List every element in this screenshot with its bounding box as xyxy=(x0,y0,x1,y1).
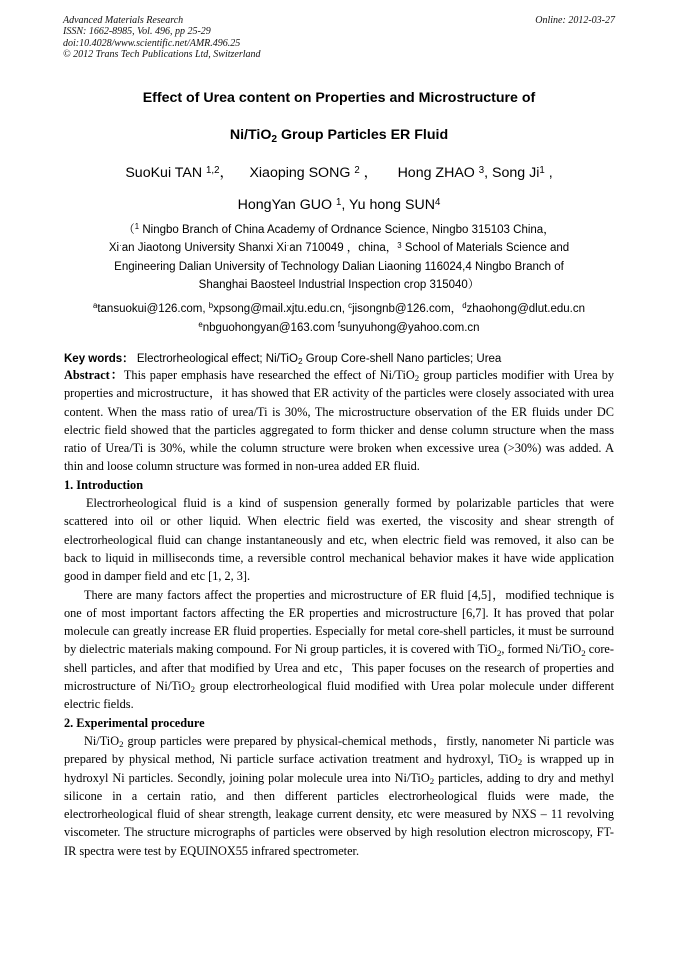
author: Hong ZHAO xyxy=(397,165,479,181)
section-heading-introduction: 1. Introduction xyxy=(64,477,144,492)
paragraph: Ni/TiO$_2$ group particles were prepared by physical-chemical methods，firstly, nanometer Ni particle was prepared by physical method, Ni particle surface activation treatment and hydroxyl, TiO$_2$ is wrapped up in hydroxyl Ni particles. Secondly, joining polar molecule urea into Ni/TiO$_2$ particles, adding to dry and methyl silicone in a certain ratio, and then different particles electrorheological fluids were made, the electrorheological fluid of shear strength, leakage current density, etc were measured by NXS – 11 revolving viscometer. The structure micrographs of particles were observed by high resolution electron microscopy, FT-IR spectra were test by EQUINOX55 infrared spectrometer. xyxy=(64,733,614,858)
author-emails: $^a$tansuokui@126.com, $^b$xpsong@mail.xjtu.edu.cn, $^c$jisongnb@126.com，$^d$zhaohong@dlut.edu.cn $^e$nbguohongyan@163.com $^f$sunyuhong@yahoo.com.cn xyxy=(92,301,586,334)
abstract-label: Abstract： xyxy=(64,368,124,382)
paragraph: Electrorheological fluid is a kind of suspension generally formed by polarizable particles that were scattered into oil or other liquid. When electric field was exerted, the viscosity and shear strength of electrorheological fluid can change instantaneously and etc, when electric field was removed, it also can be back to liquid in milliseconds time, a reversible control mechanical behavior makes it have wide application good in damper field and etc [1, 2, 3]. xyxy=(64,496,614,584)
page-header xyxy=(63,15,615,60)
doi: doi:10.4028/www.scientific.net/AMR.496.25 xyxy=(63,37,241,49)
affiliations: （$^1$ Ningbo Branch of China Academy of Ordnance Science, Ningbo 315103 China， Xi·an Jiaotong University Shanxi Xi·an 710049 ，china，$^3$ School of Materials Science and Engineering Dalian University of Technology Dalian Liaoning 116024,4 Ningbo Branch of Shanghai Baosteel Industrial Inspection crop 315040） xyxy=(108,222,570,291)
keywords: Key words： Electrorheological effect; Ni/TiO$_2$ Group Core-shell Nano particles; Urea xyxy=(64,353,502,367)
paper-title-line1: Effect of Urea content on Properties and Microstructure of xyxy=(142,90,536,106)
paper-title-line2: Ni/TiO$_2$ Group Particles ER Fluid xyxy=(229,127,449,145)
issn: ISSN: 1662-8985, Vol. 496, pp 25-29 xyxy=(63,26,211,38)
section-heading-experimental: 2. Experimental procedure xyxy=(64,715,205,730)
author: SuoKui TAN xyxy=(125,165,207,181)
authors-line2: HongYan GUO $^1$, Yu hong SUN$^4$ xyxy=(237,196,441,213)
keywords-label: Key words： xyxy=(64,353,134,365)
author: Xiaoping SONG xyxy=(249,165,355,181)
copyright: © 2012 Trans Tech Publications Ltd, Switzerland xyxy=(63,48,261,60)
authors-line1: SuoKui TAN $^{1,2}$， Xiaoping SONG $^2$ ， Hong ZHAO $^3$, Song Ji$^1$ , xyxy=(125,164,553,181)
paper-body xyxy=(64,366,614,860)
author: HongYan GUO xyxy=(237,197,336,213)
paragraph: There are many factors affect the properties and microstructure of ER fluid [4,5]，modified technique is one of most important factors affecting the ER properties and microstructure [6,7]. It has proved that polar molecule can greatly increase ER fluid properties. Especially for metal core-shell particles, it must be surround by dielectric materials making compound. For Ni group particles, it is covered with TiO$_2$, formed Ni/TiO$_2$ core-shell particles, and after that modified by Urea and etc，This paper focuses on the research of properties and microstructure of Ni/TiO$_2$ group electrorheological fluid modified with Urea polar molecule under different electric fields. xyxy=(64,587,615,712)
online-date: Online: 2012-03-27 xyxy=(535,15,615,26)
abstract: Abstract：This paper emphasis have researched the effect of Ni/TiO$_2$ group particles modifier with Urea by properties and microstructure，it has showed that ER activity of the particles were closely associated with urea content. When the mass ratio of urea/Ti is 30%, The microstructure observation of the ER fluids under DC electric field showed that the particles aggregated to form thicker and dense column structure when the mass ratio of Urea/Ti is 30%, while the column structure were broken when excessive urea (>30%) was added. A thin and loose column structure was formed in non-urea added ER fluid. xyxy=(64,368,614,474)
journal-name: Advanced Materials Research xyxy=(63,15,184,26)
